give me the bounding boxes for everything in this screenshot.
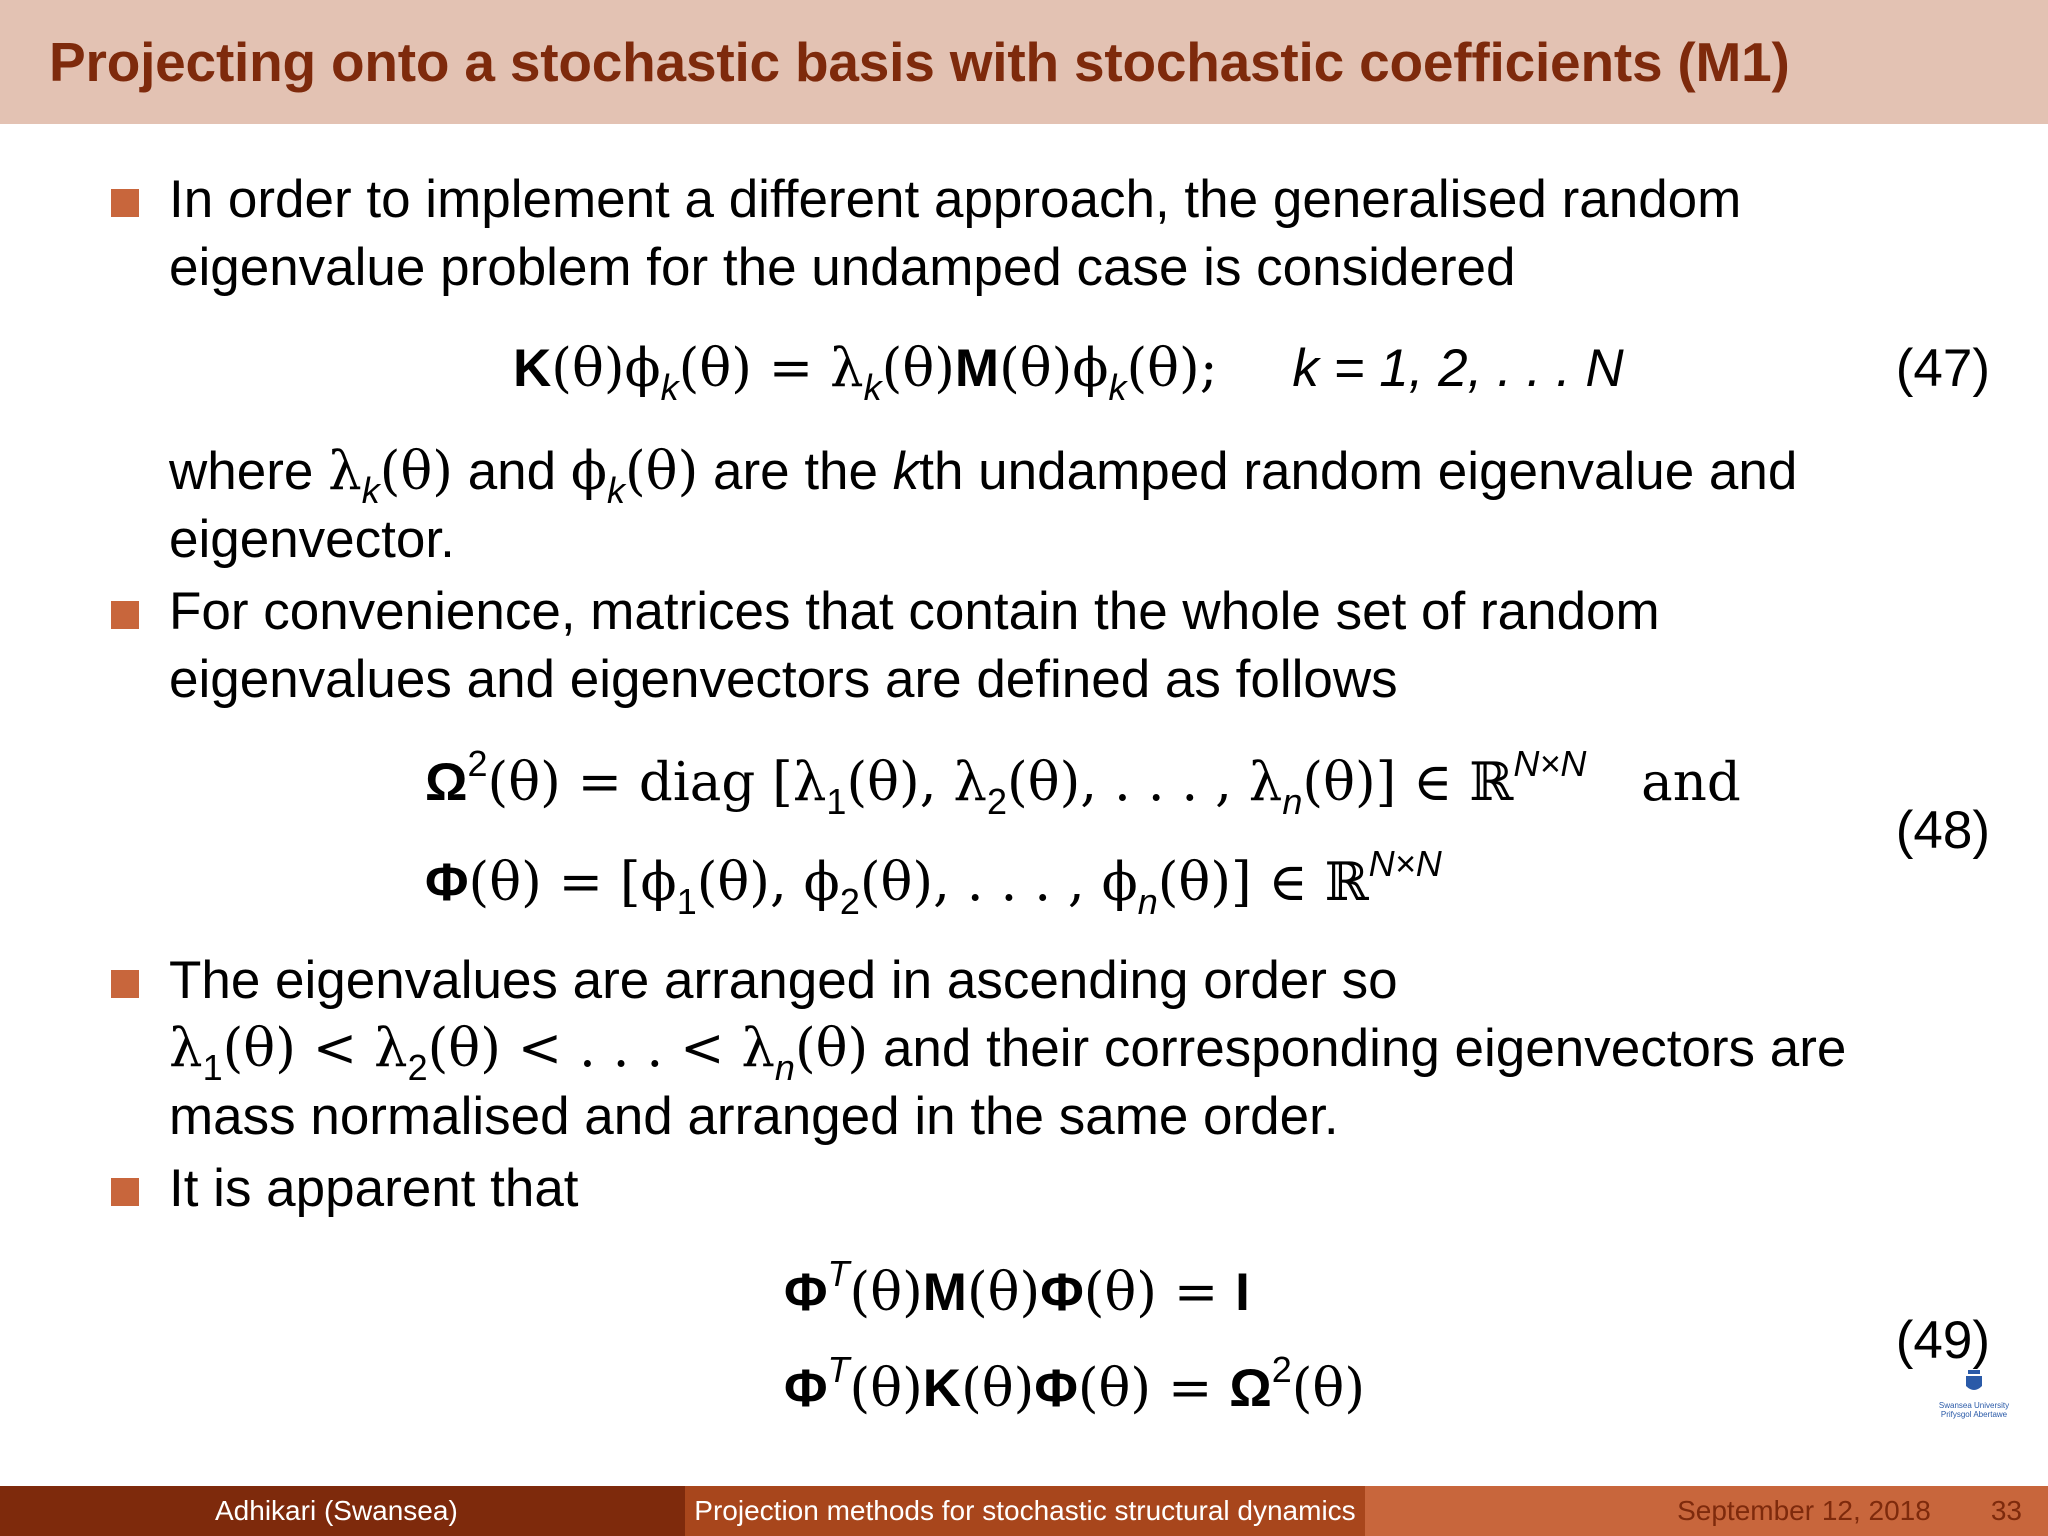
bullet-3-line-2: $\lambda_1(\theta) < \lambda_2(\theta)$ < . . . < $\lambda_n(\theta)$ and their corresponding eigenvectors are	[169, 1018, 1847, 1088]
footer-date-section	[1365, 1486, 2048, 1536]
bullet-2-line-1: For convenience, matrices that contain the whole set of random	[169, 582, 1660, 641]
bullet-2-line-2: eigenvalues and eigenvectors are defined as follows	[169, 650, 1398, 709]
bullet-3-line-1: The eigenvalues are arranged in ascending order so	[169, 951, 1398, 1010]
equation-48-and: and	[1641, 752, 1741, 813]
footer-talk-title: Projection methods for stochastic structural dynamics	[694, 1495, 1356, 1526]
swansea-university-logo	[1934, 1368, 2014, 1420]
equation-48-line-1: $\Omega^2(\theta)$ = diag [$\lambda_1(\theta)$, $\lambda_2(\theta)$, . . . , $\lambda_n(\theta)$] ∈ ℝ$^{N\times N}$ and	[425, 743, 1741, 822]
bullet-4-line-1: It is apparent that	[169, 1159, 579, 1218]
footer-author-section	[0, 1486, 685, 1536]
equation-47: $K(\theta)\phi_k(\theta) = \lambda_k(\theta)M(\theta)\phi_k(\theta)$; k = 1, 2, . . . N	[513, 338, 1624, 408]
footer-author: Adhikari (Swansea)	[215, 1495, 458, 1526]
equation-49-number: (49)	[1895, 1311, 1990, 1370]
bullet-marker	[111, 189, 139, 217]
where-rest: th undamped random eigenvalue and	[919, 442, 1798, 501]
where-word: where	[169, 442, 314, 501]
equation-48-line-2: $\Phi(\theta) = [\phi_1(\theta)$, $\phi_2(\theta)$, . . . , $\phi_n(\theta)$] ∈ ℝ$^{N\times N}$	[425, 843, 1442, 922]
bullet-3-line-3: mass normalised and arranged in the same order.	[169, 1087, 1339, 1146]
bullet-marker	[111, 1178, 139, 1206]
order-tail: and their corresponding eigenvectors are	[882, 1019, 1847, 1078]
equation-49-line-2: $\Phi^T(\theta)K(\theta)\Phi(\theta) = \Omega^2(\theta)$	[784, 1349, 1366, 1419]
bullet-marker	[111, 601, 139, 629]
and-word: and	[467, 442, 557, 501]
slide-header	[0, 0, 2048, 124]
kth-symbol: k	[892, 442, 920, 501]
footer-talk-section	[685, 1486, 1365, 1536]
bullet-marker	[111, 970, 139, 998]
slide-title: Projecting onto a stochastic basis with stochastic coefficients (M1)	[49, 31, 1790, 93]
bullet-1-line-2: eigenvalue problem for the undamped case is considered	[169, 238, 1516, 297]
svg-text:Prifysgol Abertawe: Prifysgol Abertawe	[1940, 1410, 2008, 1419]
are-word: are the	[713, 442, 879, 501]
svg-text:Swansea University: Swansea University	[1938, 1401, 2010, 1410]
where-line-1: where $\lambda_k(\theta)$ and $\phi_k(\theta)$ are the kth undamped random eigenvalue and	[169, 441, 1798, 511]
footer-page-number: 33	[1990, 1495, 2022, 1526]
bullet-1-line-1: In order to implement a different approach, the generalised random	[169, 170, 1742, 229]
equation-47-index: k = 1, 2, . . . N	[1292, 339, 1624, 398]
equation-49-line-1: $\Phi^T(\theta)M(\theta)\Phi(\theta) = I$	[784, 1253, 1250, 1323]
footer-date: September 12, 2018	[1677, 1495, 1931, 1526]
equation-47-number: (47)	[1895, 339, 1990, 398]
equation-48-number: (48)	[1895, 801, 1990, 860]
where-line-2: eigenvector.	[169, 510, 455, 569]
slide-footer	[0, 1486, 2048, 1536]
